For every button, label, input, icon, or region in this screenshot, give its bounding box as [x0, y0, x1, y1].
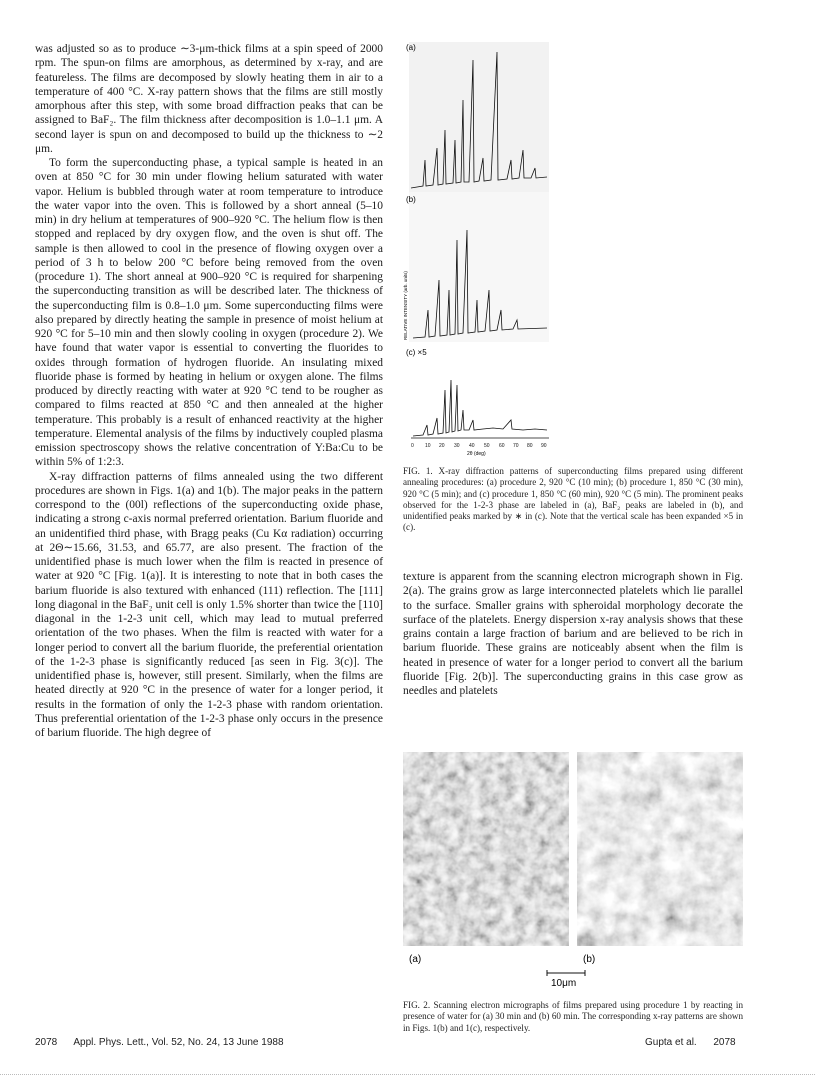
figure-1-xrd-patterns — [403, 40, 555, 462]
panel-b-label: (b) — [406, 195, 416, 204]
figure-2-sem-micrographs — [403, 752, 743, 992]
x-axis-ticks — [411, 443, 547, 449]
x-tick-label: 10 — [425, 443, 431, 449]
x-tick-label: 40 — [469, 443, 475, 449]
scale-bar-label: 10μm — [551, 978, 577, 989]
x-tick-label: 50 — [484, 443, 490, 449]
right-text-column — [403, 570, 743, 698]
xrd-panel-c — [406, 348, 549, 457]
x-tick-label: 80 — [527, 443, 533, 449]
xrd-panel-a — [406, 42, 549, 192]
panel-a-label: (a) — [409, 954, 422, 965]
x-tick-label: 0 — [411, 443, 414, 449]
y-axis-label: RELATIVE INTENSITY (arb. units) — [403, 271, 408, 340]
x-tick-label: 90 — [541, 443, 547, 449]
footer-author-page: Gupta et al. 2078 — [645, 1037, 736, 1048]
panel-c-trace — [413, 380, 547, 436]
panel-a-label: (a) — [406, 43, 416, 52]
left-text-column — [35, 42, 383, 740]
x-axis-label: 2θ (deg) — [467, 451, 486, 457]
page-bottom-rule — [0, 1074, 815, 1075]
panel-b-frame — [409, 192, 549, 342]
x-tick-label: 60 — [499, 443, 505, 449]
x-tick-label: 30 — [454, 443, 460, 449]
paragraph: X-ray diffraction patterns of films annealed using the two different procedures are shown in Figs. 1(a) and 1(b). The major peaks in the pattern correspond to the (00l) reflections of the superconducting oxide phase, indicating a strong c-axis normal preferred orientation. Barium fluoride and an unidentified third phase, with Bragg peaks (Cu Kα radiation) occurring at 2Θ∼15.66, 31.53, and 65.77, are also present. The fraction of the unidentified phase is much lower when the film is reacted in presence of water at 920 °C [Fig. 1(a)]. It is interesting to note that in both cases the barium fluoride is also textured with enhanced (111) reflection. The [111] long diagonal in the BaF₂ unit cell is only 1.5% shorter than twice the [110] diagonal in the 1-2-3 unit cell, which may lead to mutual preferred orientation of the two phases. When the film is reacted with water for a longer period to convert all the barium fluoride, the preferential orientation of the 1-2-3 phase is significantly reduced [as seen in Fig. 3(c)]. The unidentified phase is, however, still present. Similarly, when the films are heated directly at 920 °C in the presence of water for a longer period, it results in the formation of only the 1-2-3 phase with random orientation. Thus preferential orientation of the 1-2-3 phase only occurs in the presence of barium fluoride. The high degree of — [35, 470, 383, 739]
paragraph: To form the superconducting phase, a typical sample is heated in an oven at 850 °C for 30 min under flowing helium saturated with water vapor. Helium is bubbled through water at room temperature to introduce the water vapor into the oven. This is followed by a short anneal (5–10 min) in dry helium at temperatures of 900–920 °C. The helium flow is then stopped and replaced by dry oxygen flow, and the oven is shut off. The sample is then allowed to cool in the presence of flowing oxygen over a period of 3 h to below 200 °C before being removed from the oven (procedure 1). The short anneal at 900–920 °C is required for sharpening the superconducting transition as will be described later. The thickness of the superconducting film is 0.8–1.0 μm. Some superconducting films were also prepared by directly heating the sample in presence of moist helium at 920 °C for 5–10 min and then slowly cooling in oxygen (procedure 2). We have found that water vapor is essential to converting the fluorides to oxides through formation of hydrogen fluoride. An insulating mixed fluoride phase is formed by heating in helium or oxygen alone. The films produced by directly reacting with water at 920 °C tend to be rougher as compared to films reacted at 850 °C and then annealed at the higher temperature. This probably is a result of enhanced reactivity at the higher temperature. Elemental analysis of the films by inductively coupled plasma emission spectroscopy shows the relative concentration of Y:Ba:Cu to be within 5% of 1:2:3. — [35, 157, 383, 469]
panel-a-frame — [409, 42, 549, 192]
paragraph: was adjusted so as to produce ∼3-μm-thick films at a spin speed of 2000 rpm. The spun-on films are amorphous, as determined by x-ray, and are featureless. The films are decomposed by slowly heating them in air to a temperature of 400 °C. X-ray pattern shows that the films are still mostly amorphous after this step, with some broad diffraction peaks that can be assigned to BaF₂. The film thickness after decomposition is 1.0–1.1 μm. A second layer is spun on and decomposed to build up the thickness to ∼2 μm. — [35, 43, 383, 155]
panel-c-label: (c) ×5 — [406, 348, 427, 357]
sem-micrograph-b — [577, 752, 743, 946]
x-tick-label: 20 — [439, 443, 445, 449]
paragraph: texture is apparent from the scanning electron micrograph shown in Fig. 2(a). The grains grow as large interconnected platelets which lie parallel to the surface. Smaller grains with spheroidal morphology decorate the surface of the platelets. Energy dispersion x-ray analysis shows that these grains contain a large fraction of barium and are believed to be rich in barium fluoride. These grains are noticeably absent when the film is heated in presence of water for a longer period to convert all the barium fluoride [Fig. 2(b)]. The superconducting grains in this case grow as needles and platelets — [403, 571, 743, 697]
panel-b-label: (b) — [583, 954, 596, 965]
figure-1-caption: FIG. 1. X-ray diffraction patterns of superconducting films prepared using different annealing procedures: (a) procedure 2, 920 °C (10 min); (b) procedure 1, 850 °C (30 min), 920 °C (5 min); and (c) procedure 1, 850 °C (60 min), 920 °C (5 min). The prominent peaks observed for the 1-2-3 phase are labeled in (a), BaF₂ peaks are labeled in (b), and unidentified peaks marked by ∗ in (c). Note that the vertical scale has been expanded ×5 in (c). — [403, 466, 743, 533]
sem-micrograph-a — [403, 752, 569, 946]
x-tick-label: 70 — [513, 443, 519, 449]
xrd-panel-b — [403, 192, 549, 342]
footer-journal-citation: 2078 Appl. Phys. Lett., Vol. 52, No. 24, 13 June 1988 — [35, 1037, 284, 1048]
figure-2-caption: FIG. 2. Scanning electron micrographs of films prepared using procedure 1 by reacting in presence of water for (a) 30 min and (b) 60 min. The corresponding x-ray patterns are shown in Figs. 1(b) and 1(c), respectively. — [403, 1000, 743, 1033]
